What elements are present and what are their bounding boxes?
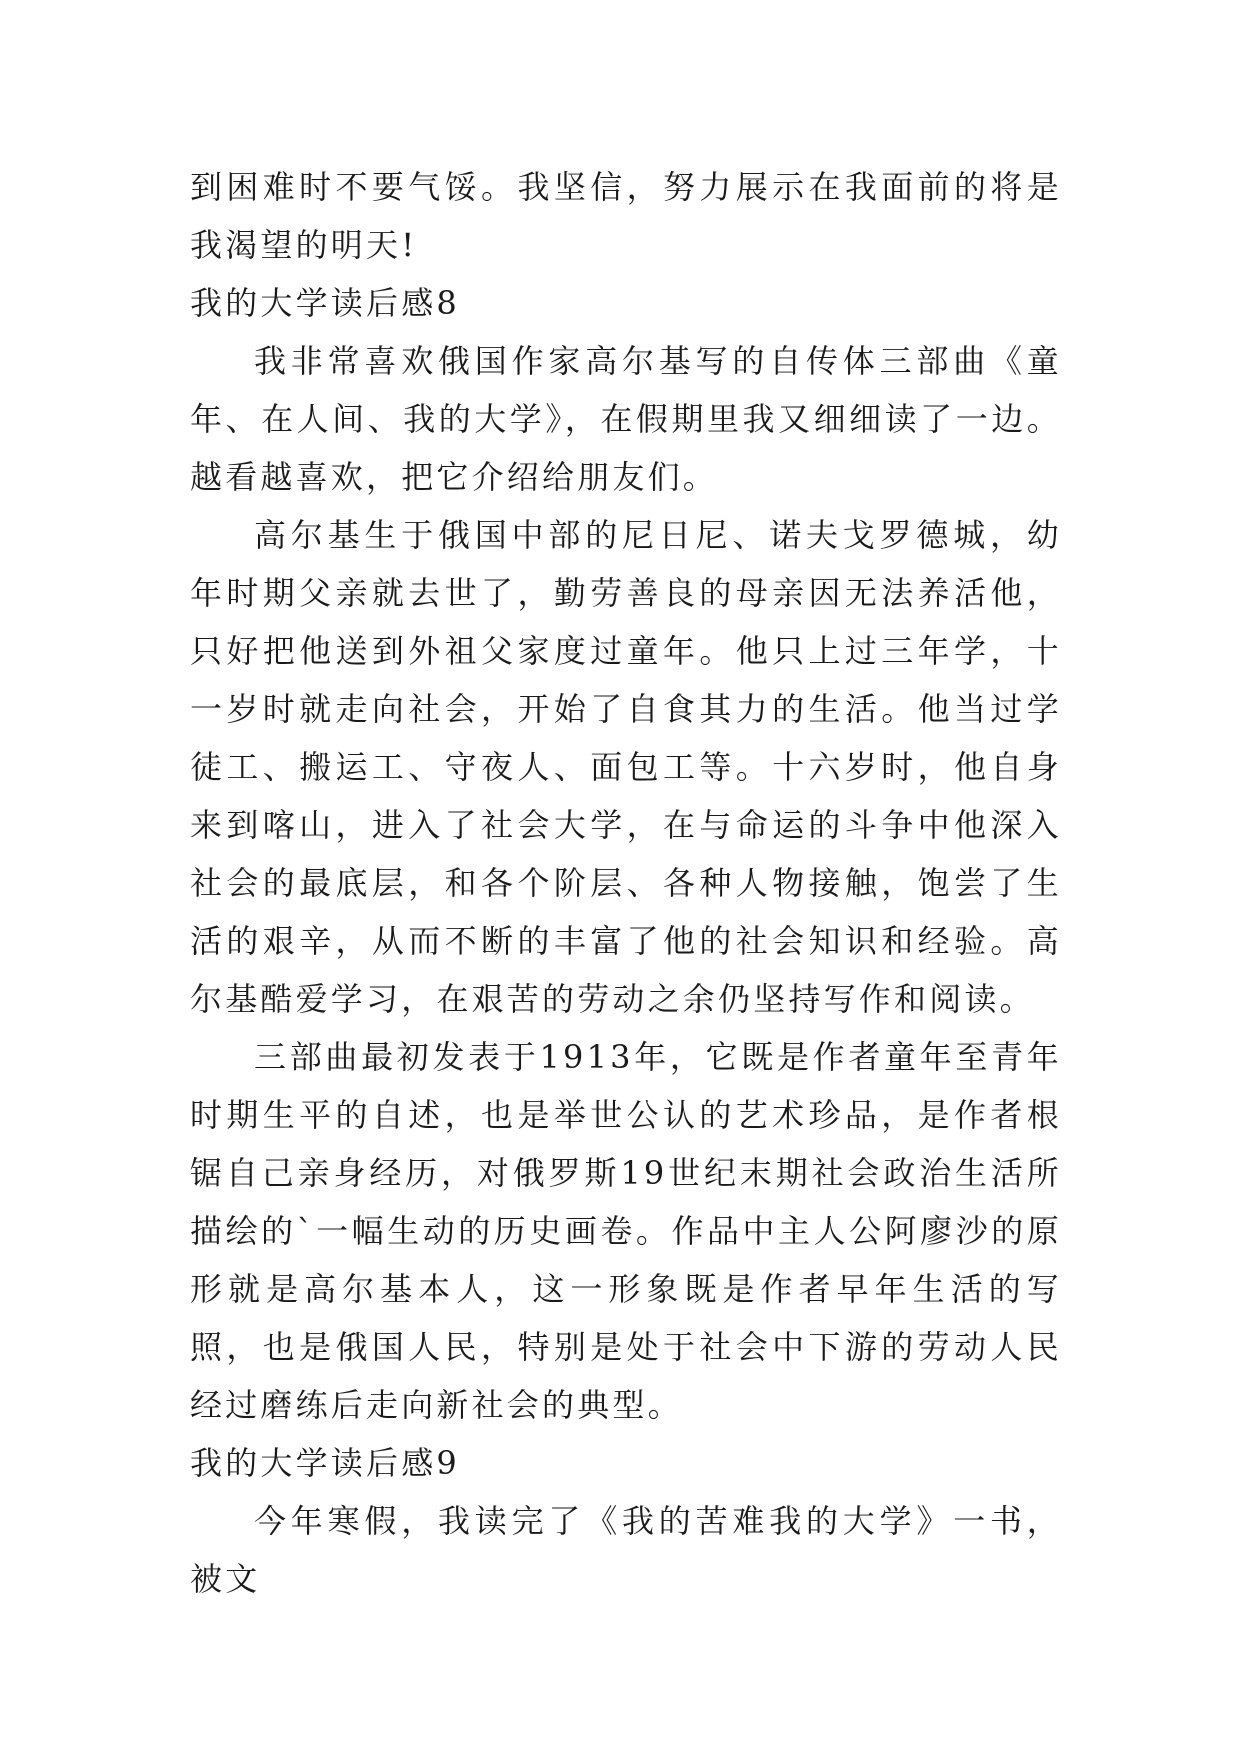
document-body [190,158,1062,1608]
section-8-paragraph-2: 高尔基生于俄国中部的尼日尼、诺夫戈罗德城，幼年时期父亲就去世了，勤劳善良的母亲因无法养活他，只好把他送到外祖父家度过童年。他只上过三年学，十一岁时就走向社会，开始了自食其力的生活。他当过学徒工、搬运工、守夜人、面包工等。十六岁时，他自身来到喀山，进入了社会大学，在与命运的斗争中他深入社会的最底层，和各个阶层、各种人物接触，饱尝了生活的艰辛，从而不断的丰富了他的社会知识和经验。高尔基酷爱学习，在艰苦的劳动之余仍坚持写作和阅读。 [190,516,1062,1018]
section-8-title: 我的大学读后感8 [190,284,460,322]
continuation-paragraph: 到困难时不要气馁。我坚信，努力展示在我面前的将是我渴望的明天! [190,168,1062,264]
section-9-title: 我的大学读后感9 [190,1444,460,1482]
section-9-paragraph-1: 今年寒假，我读完了《我的苦难我的大学》一书，被文 [190,1502,1062,1598]
section-8-paragraph-1: 我非常喜欢俄国作家高尔基写的自传体三部曲《童年、在人间、我的大学》，在假期里我又细细读了一边。越看越喜欢，把它介绍给朋友们。 [190,342,1062,496]
section-8-paragraph-3: 三部曲最初发表于1913年，它既是作者童年至青年时期生平的自述，也是举世公认的艺术珍品，是作者根锯自己亲身经历，对俄罗斯19世纪末期社会政治生活所描绘的`一幅生动的历史画卷。作品中主人公阿廖沙的原形就是高尔基本人，这一形象既是作者早年生活的写照，也是俄国人民，特别是处于社会中下游的劳动人民经过磨练后走向新社会的典型。 [190,1038,1062,1424]
